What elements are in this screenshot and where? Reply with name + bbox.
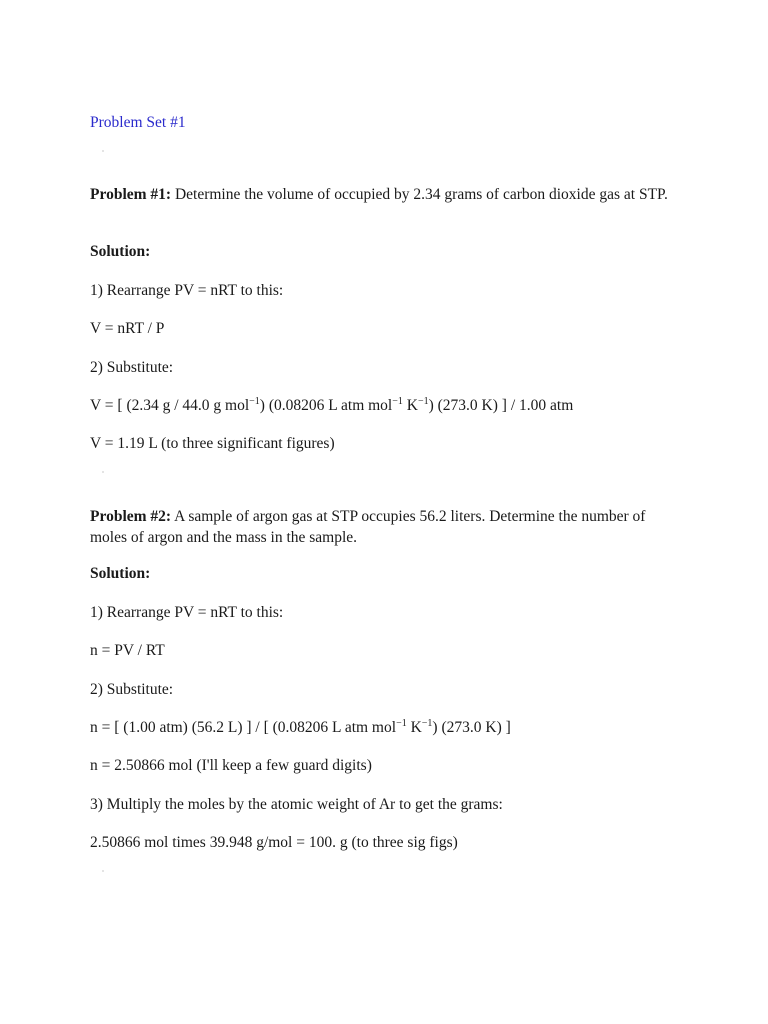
- problem-2-result: n = 2.50866 mol (I'll keep a few guard digits): [90, 757, 372, 774]
- problem-1-equation-2: V = [ (2.34 g / 44.0 g mol$^{-1}$) (0.08206 L atm mol$^{-1}$ $K^{-1}$) (273.0 K) ] / 1.00 atm: [90, 396, 574, 414]
- problem-1-statement: [90, 184, 680, 205]
- problem-2-equation-1: n = PV / RT: [90, 642, 165, 659]
- problem-2-statement: [90, 506, 680, 548]
- problem-1-equation-1: V = nRT / P: [90, 320, 165, 337]
- problem-2-solution-label: Solution:: [90, 565, 151, 582]
- problem-2-equation-2: n = [ (1.00 atm) (56.2 L) ] / [ (0.08206 L atm mol$^{-1}$ $K^{-1}$) (273.0 K) ]: [90, 718, 511, 736]
- problem-1-solution-label: Solution:: [90, 243, 151, 260]
- separator-dot: [102, 870, 104, 872]
- problem-1-result: V = 1.19 L (to three significant figures): [90, 435, 335, 452]
- problem-2-step-3: 3) Multiply the moles by the atomic weight of Ar to get the grams:: [90, 796, 503, 813]
- problem-2-text: A sample of argon gas at STP occupies 56.2 liters. Determine the number of moles of argon and the mass in the sample.: [90, 508, 646, 546]
- separator-dot: [102, 471, 104, 473]
- problem-2-final: 2.50866 mol times 39.948 g/mol = 100. g (to three sig figs): [90, 834, 458, 851]
- problem-1-text: Determine the volume of occupied by 2.34 grams of carbon dioxide gas at STP.: [174, 186, 668, 203]
- page-title: Problem Set #1: [90, 114, 186, 131]
- problem-1-label: Problem #1:: [90, 186, 172, 203]
- problem-2-label: Problem #2:: [90, 508, 172, 525]
- problem-2-step-2: 2) Substitute:: [90, 681, 174, 698]
- problem-2-step-1: 1) Rearrange PV = nRT to this:: [90, 604, 284, 621]
- problem-1-step-1: 1) Rearrange PV = nRT to this:: [90, 282, 284, 299]
- problem-1-step-2: 2) Substitute:: [90, 359, 174, 376]
- separator-dot: [102, 150, 104, 152]
